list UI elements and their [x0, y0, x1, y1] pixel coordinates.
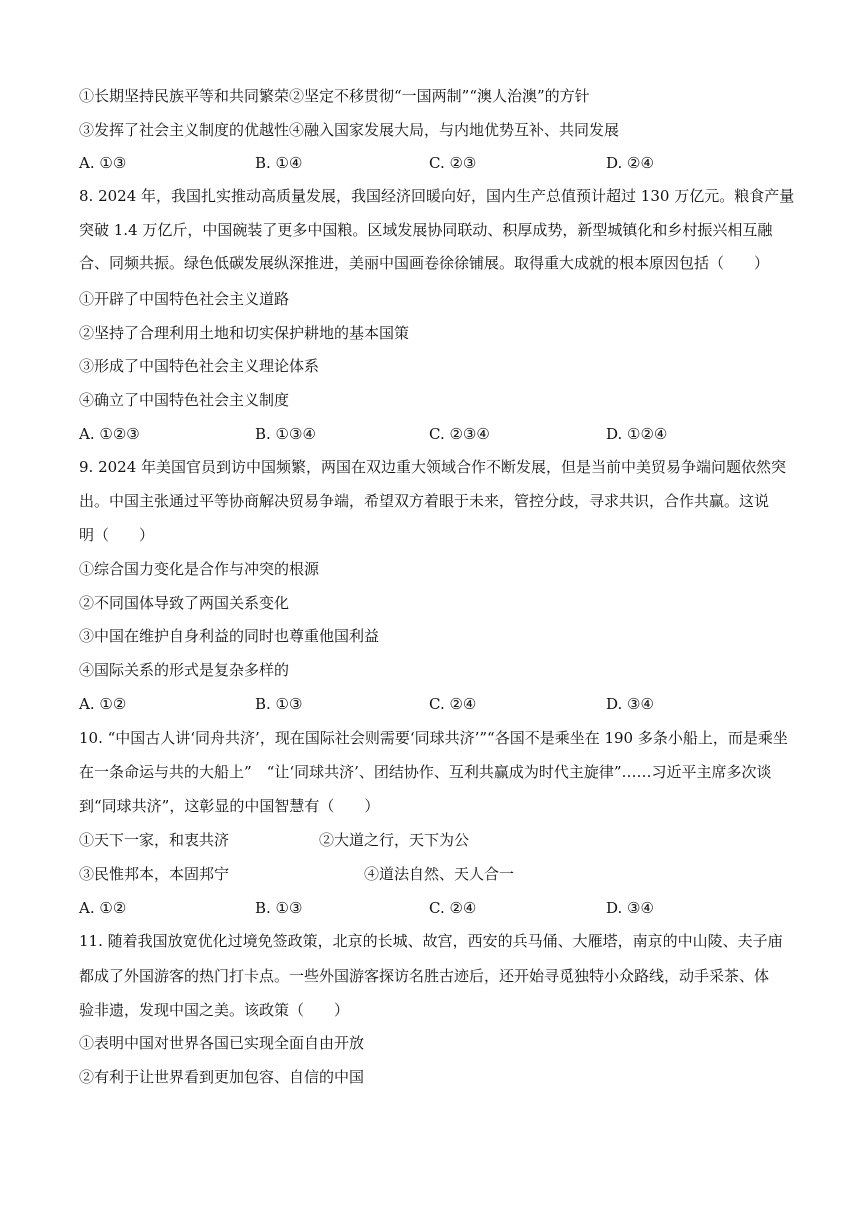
q11-stem-line: 验非遗，发现中国之美。该政策（ ） — [79, 1001, 350, 1019]
q10-option-d: D. ③④ — [606, 899, 654, 917]
q7-option-b: B. ①④ — [255, 154, 303, 172]
q8-choice-item: ④确立了中国特色社会主义制度 — [79, 391, 290, 409]
q8-stem-line: 合、同频共振。绿色低碳发展纵深推进，美丽中国画卷徐徐铺展。取得重大成就的根本原因包括（ ） — [79, 254, 770, 272]
q9-choice-item: ②不同国体导致了两国关系变化 — [79, 594, 290, 612]
q9-option-b: B. ①③ — [255, 695, 303, 713]
q8-stem-line: 突破 1.4 万亿斤，中国碗装了更多中国粮。区域发展协同联动、积厚成势，新型城镇化和乡村振兴相互融 — [79, 221, 773, 239]
q9-choice-item: ④国际关系的形式是复杂多样的 — [79, 661, 290, 679]
q9-option-d: D. ③④ — [606, 695, 654, 713]
q10-option-c: C. ②④ — [429, 899, 477, 917]
q8-option-d: D. ①②④ — [606, 425, 668, 443]
q10-option-b: B. ①③ — [255, 899, 303, 917]
q10-stem-line: 到“同球共济”，这彰显的中国智慧有（ ） — [79, 797, 380, 815]
q8-option-b: B. ①③④ — [255, 425, 316, 443]
q8-choice-item: ③形成了中国特色社会主义理论体系 — [79, 357, 320, 375]
q7-option-a: A. ①③ — [79, 154, 127, 172]
q7-option-d: D. ②④ — [606, 154, 654, 172]
q11-choice-item: ①表明中国对世界各国已实现全面自由开放 — [79, 1034, 365, 1052]
q8-choice-item: ②坚持了合理利用土地和切实保护耕地的基本国策 — [79, 324, 410, 342]
q8-stem-line: 8. 2024 年，我国扎实推动高质量发展，我国经济回暖向好，国内生产总值预计超过 130 万亿元。粮食产量 — [79, 187, 795, 205]
q10-stem-line: 在一条命运与共的大船上” “让‘同球共济’、团结协作、互利共赢成为时代主旋律”……习近平主席多次谈 — [79, 763, 772, 781]
q9-choice-item: ①综合国力变化是合作与冲突的根源 — [79, 560, 320, 578]
q7-choice-item: ①长期坚持民族平等和共同繁荣②坚定不移贯彻“一国两制”“澳人治澳”的方针 — [79, 87, 590, 105]
q8-option-c: C. ②③④ — [429, 425, 490, 443]
q9-choice-item: ③中国在维护自身利益的同时也尊重他国利益 — [79, 627, 380, 645]
q11-choice-item: ②有利于让世界看到更加包容、自信的中国 — [79, 1068, 365, 1086]
q9-option-c: C. ②④ — [429, 695, 477, 713]
q9-stem-line: 出。中国主张通过平等协商解决贸易争端，希望双方着眼于未来，管控分歧，寻求共识，合作共赢。这说 — [79, 492, 770, 510]
q9-option-a: A. ①② — [79, 695, 127, 713]
q8-option-a: A. ①②③ — [79, 425, 140, 443]
q11-stem-line: 都成了外国游客的热门打卡点。一些外国游客探访名胜古迹后，还开始寻觅独特小众路线，动手采茶、体 — [79, 967, 770, 985]
q10-choice-item: ③民惟邦本，本固邦宁 ④道法自然、天人合一 — [79, 865, 515, 883]
q8-choice-item: ①开辟了中国特色社会主义道路 — [79, 290, 290, 308]
q10-option-a: A. ①② — [79, 899, 127, 917]
q10-stem-line: 10. “中国古人讲‘同舟共济’，现在国际社会则需要‘同球共济’”“各国不是乘坐在 190 多条小船上，而是乘坐 — [79, 729, 788, 747]
q9-stem-line: 明（ ） — [79, 526, 155, 544]
q7-option-c: C. ②③ — [429, 154, 477, 172]
q7-choice-item: ③发挥了社会主义制度的优越性④融入国家发展大局，与内地优势互补、共同发展 — [79, 121, 620, 139]
q10-choice-item: ①天下一家，和衷共济 ②大道之行，天下为公 — [79, 831, 470, 849]
q11-stem-line: 11. 随着我国放宽优化过境免签政策，北京的长城、故宫，西安的兵马俑、大雁塔，南京的中山陵、夫子庙 — [79, 932, 783, 950]
q9-stem-line: 9. 2024 年美国官员到访中国频繁，两国在双边重大领域合作不断发展，但是当前中美贸易争端问题依然突 — [79, 458, 787, 476]
